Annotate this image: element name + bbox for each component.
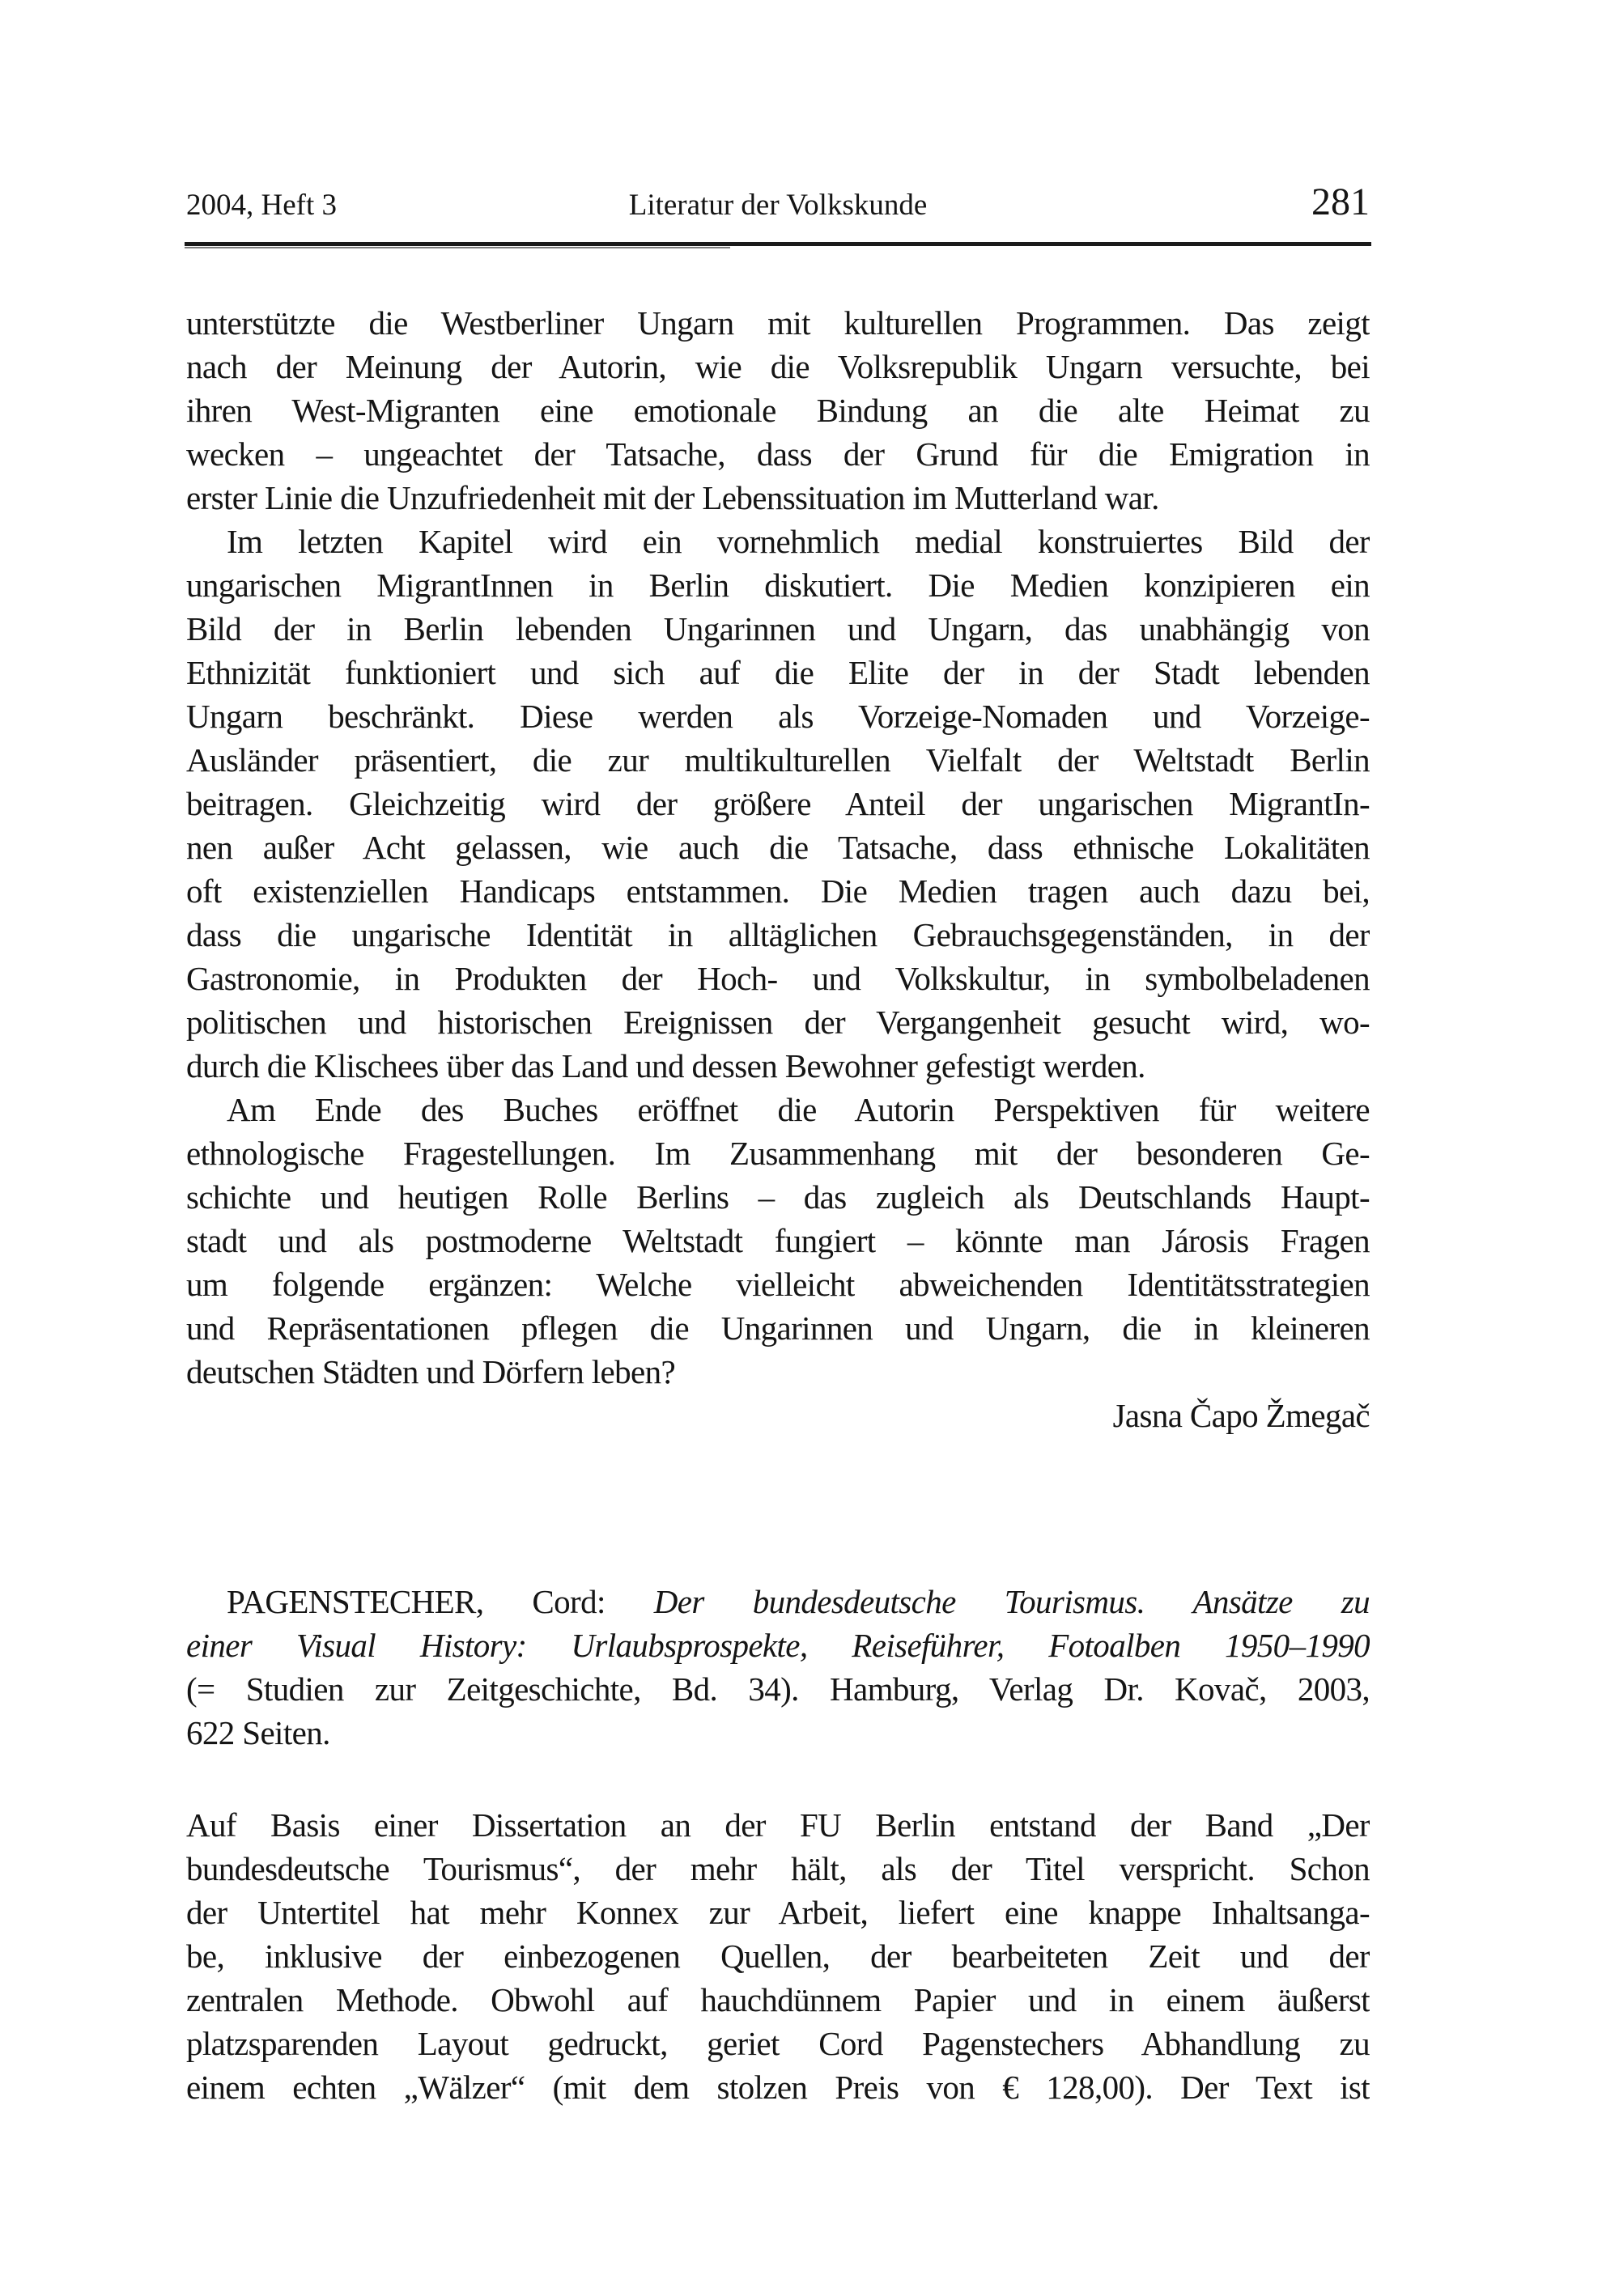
review-opening-line [186, 1803, 1370, 1847]
text-segment: deutschen Städten und Dörfern leben? [186, 1353, 676, 1390]
continuation [186, 301, 1370, 520]
text-segment: Bild der in Berlin lebenden Ungarinnen und Ungarn, das unabhängig von [186, 610, 1370, 647]
schluss-paragraph-line [186, 1175, 1370, 1219]
text-segment: Am Ende des Buches eröffnet die Autorin Perspektiven für weitere [227, 1091, 1370, 1128]
text-segment: beitragen. Gleichzeitig wird der größere Anteil der ungarischen MigrantIn- [186, 785, 1370, 822]
text-segment: unterstützte die Westberliner Ungarn mit kulturellen Programmen. Das zeigt [186, 304, 1370, 342]
text-segment: platzsparenden Layout gedruckt, geriet Cord Pagenstechers Abhandlung zu [186, 2025, 1370, 2062]
continuation-line [186, 301, 1370, 345]
kapitel-paragraph [186, 520, 1370, 1088]
continuation-line [186, 345, 1370, 388]
book-heading-line [186, 1667, 1370, 1711]
text-segment: Ungarn beschränkt. Diese werden als Vorzeige-Nomaden und Vorzeige- [186, 698, 1370, 735]
text-segment: und Repräsentationen pflegen die Ungarinnen und Ungarn, die in kleineren [186, 1309, 1370, 1347]
text-segment: durch die Klischees über das Land und dessen Bewohner gefestigt werden. [186, 1047, 1145, 1084]
schluss-paragraph-line [186, 1263, 1370, 1306]
text-segment: ethnologische Fragestellungen. Im Zusammenhang mit der besonderen Ge- [186, 1135, 1370, 1172]
text-segment: erster Linie die Unzufriedenheit mit der Lebenssituation im Mutterland war. [186, 479, 1159, 516]
text-segment: um folgende ergänzen: Welche vielleicht abweichenden Identitätsstrategien [186, 1266, 1370, 1303]
text-segment: ihren West-Migranten eine emotionale Bindung an die alte Heimat zu [186, 392, 1370, 429]
continuation-line [186, 388, 1370, 432]
schluss-paragraph [186, 1088, 1370, 1394]
kapitel-paragraph-line [186, 651, 1370, 694]
schluss-paragraph-line [186, 1350, 1370, 1394]
header-rule [185, 242, 1371, 246]
review-opening-line [186, 1978, 1370, 2022]
page-text [186, 301, 1370, 2109]
book-heading-line [186, 1580, 1370, 1623]
text-segment: dass die ungarische Identität in alltäglichen Gebrauchsgegenständen, in der [186, 916, 1370, 953]
kapitel-paragraph-line [186, 520, 1370, 563]
kapitel-paragraph-line [186, 957, 1370, 1000]
review-opening-line [186, 2022, 1370, 2065]
text-segment: 622 Seiten. [186, 1714, 330, 1751]
text-segment: politischen und historischen Ereignissen der Vergangenheit gesucht wird, wo- [186, 1004, 1370, 1041]
review-opening [186, 1803, 1370, 2109]
kapitel-paragraph-line [186, 913, 1370, 957]
text-segment: zentralen Methode. Obwohl auf hauchdünnem Papier und in einem äußerst [186, 1981, 1370, 2018]
text-segment: Ethnizität funktioniert und sich auf die Elite der in der Stadt lebenden [186, 654, 1370, 691]
text-segment: einem echten „Wälzer“ (mit dem stolzen Preis von € 128,00). Der Text ist [186, 2069, 1370, 2106]
italic-text: einer Visual History: Urlaubsprospekte, Reiseführer, Fotoalben 1950–1990 [186, 1627, 1370, 1664]
text-segment: be, inklusive der einbezogenen Quellen, der bearbeiteten Zeit und der [186, 1937, 1370, 1975]
page-number: 281 [1311, 180, 1370, 223]
running-header [186, 180, 1370, 223]
kapitel-paragraph-line [186, 1044, 1370, 1088]
text-segment: oft existenziellen Handicaps entstammen. Die Medien tragen auch dazu bei, [186, 872, 1370, 910]
kapitel-paragraph-line [186, 825, 1370, 869]
schluss-paragraph-line [186, 1219, 1370, 1263]
text-segment: Gastronomie, in Produkten der Hoch- und Volkskultur, in symbolbeladenen [186, 960, 1370, 997]
continuation-line [186, 432, 1370, 476]
text-segment: ungarischen MigrantInnen in Berlin diskutiert. Die Medien konzipieren ein [186, 567, 1370, 604]
kapitel-paragraph-line [186, 869, 1370, 913]
italic-text: Der bundesdeutsche Tourismus. Ansätze zu [653, 1583, 1370, 1620]
text-segment: Auf Basis einer Dissertation an der FU Berlin entstand der Band „Der [186, 1806, 1370, 1844]
text-segment: (= Studien zur Zeitgeschichte, Bd. 34). Hamburg, Verlag Dr. Kovač, 2003, [186, 1670, 1370, 1708]
review-opening-line [186, 1891, 1370, 1934]
signature [186, 1394, 1370, 1437]
running-title: Literatur der Volkskunde [628, 189, 928, 222]
issue-label: 2004, Heft 3 [186, 189, 337, 222]
continuation-line [186, 476, 1370, 520]
book-heading [186, 1580, 1370, 1755]
text-segment: Im letzten Kapitel wird ein vornehmlich medial konstruiertes Bild der [227, 523, 1370, 560]
review-opening-line [186, 1934, 1370, 1978]
signature-line [186, 1394, 1370, 1437]
review-opening-line [186, 1847, 1370, 1891]
text-segment: wecken – ungeachtet der Tatsache, dass der Grund für die Emigration in [186, 435, 1370, 473]
kapitel-paragraph-line [186, 607, 1370, 651]
book-heading-line [186, 1623, 1370, 1667]
kapitel-paragraph-line [186, 694, 1370, 738]
text-segment: stadt und als postmoderne Weltstadt fungiert – könnte man Járosis Fragen [186, 1222, 1370, 1259]
schluss-paragraph-line [186, 1088, 1370, 1131]
text-segment: PAGENSTECHER, Cord: [227, 1583, 654, 1620]
text-segment: Ausländer präsentiert, die zur multikulturellen Vielfalt der Weltstadt Berlin [186, 741, 1370, 779]
kapitel-paragraph-line [186, 782, 1370, 825]
text-segment: bundesdeutsche Tourismus“, der mehr hält, als der Titel verspricht. Schon [186, 1850, 1370, 1887]
review-opening-line [186, 2065, 1370, 2109]
text-segment: nach der Meinung der Autorin, wie die Volksrepublik Ungarn versuchte, bei [186, 348, 1370, 385]
kapitel-paragraph-line [186, 1000, 1370, 1044]
schluss-paragraph-line [186, 1306, 1370, 1350]
text-segment: Jasna Čapo Žmegač [1112, 1397, 1370, 1434]
text-segment: nen außer Acht gelassen, wie auch die Tatsache, dass ethnische Lokalitäten [186, 829, 1370, 866]
schluss-paragraph-line [186, 1131, 1370, 1175]
book-heading-line [186, 1711, 1370, 1755]
kapitel-paragraph-line [186, 563, 1370, 607]
kapitel-paragraph-line [186, 738, 1370, 782]
text-segment: der Untertitel hat mehr Konnex zur Arbeit, liefert eine knappe Inhaltsanga- [186, 1894, 1370, 1931]
text-segment: schichte und heutigen Rolle Berlins – das zugleich als Deutschlands Haupt- [186, 1178, 1370, 1216]
